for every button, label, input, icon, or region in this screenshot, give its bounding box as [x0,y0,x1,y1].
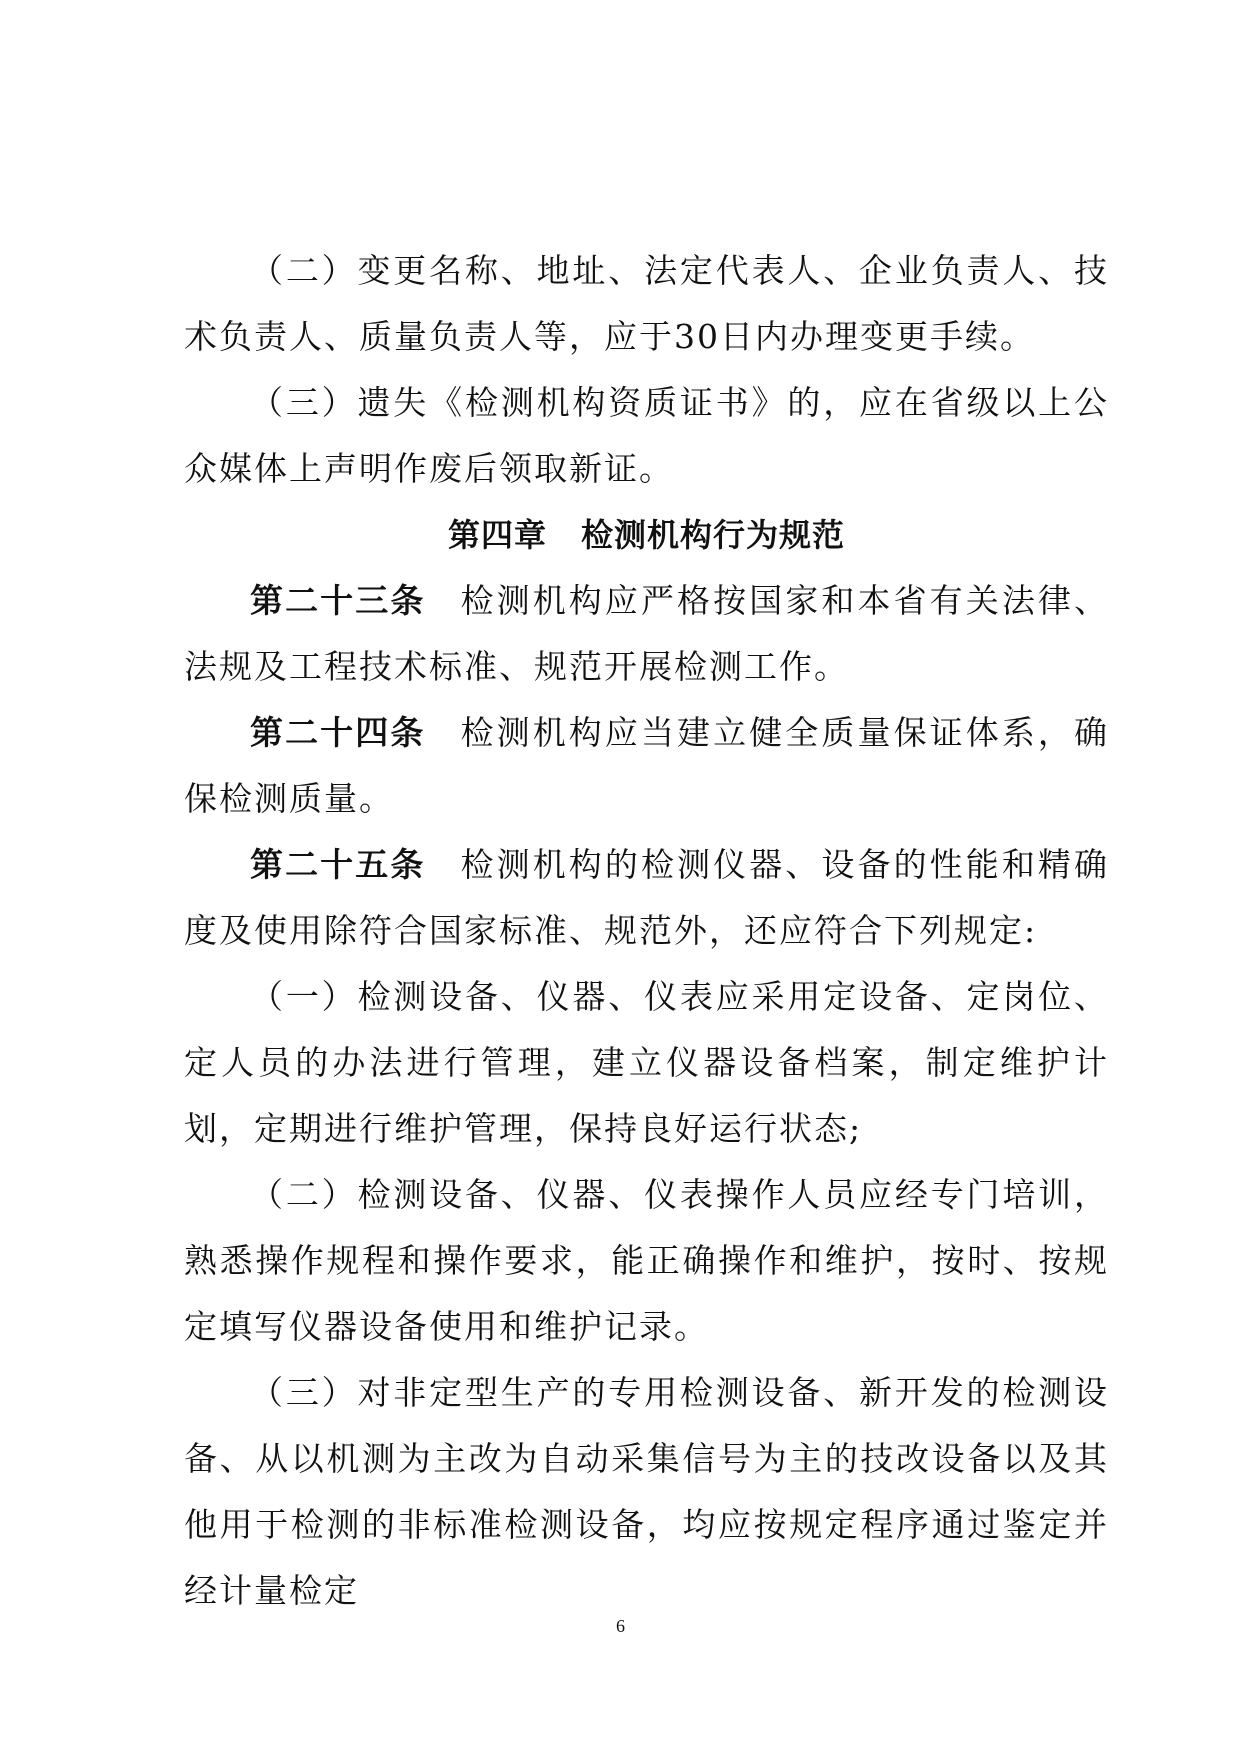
paragraph-item-operator-training: （二）检测设备、仪器、仪表操作人员应经专门培训，熟悉操作规程和操作要求，能正确操作和维护，按时、按规定填写仪器设备使用和维护记录。 [184,1175,1109,1346]
article-text: 检测机构应严格按国家和本省有关法律、法规及工程技术标准、规范开展检测工作。 [184,581,1110,686]
article-label: 第二十四条 [250,713,426,752]
article-label: 第二十五条 [250,845,426,884]
paragraph-item-equipment-management: （一）检测设备、仪器、仪表应采用定设备、定岗位、定人员的办法进行管理，建立仪器设备档案，制定维护计划，定期进行维护管理，保持良好运行状态; [184,977,1109,1148]
article-label: 第二十三条 [250,581,426,620]
paragraph-item-lost-certificate: （三）遗失《检测机构资质证书》的，应在省级以上公众媒体上声明作废后领取新证。 [184,383,1109,488]
article-25 [184,832,1109,964]
chapter-title: 检测机构行为规范 [581,516,846,554]
chapter-heading [184,502,1109,568]
document-body [184,238,1109,1624]
article-text: 检测机构的检测仪器、设备的性能和精确度及使用除符合国家标准、规范外，还应符合下列规定: [184,845,1110,950]
chapter-number: 第四章 [447,516,547,554]
article-text: 检测机构应当建立健全质量保证体系，确保检测质量。 [184,713,1110,818]
paragraph-item-nonstandard-equipment: （三）对非定型生产的专用检测设备、新开发的检测设备、从以机测为主改为自动采集信号为主的技改设备以及其他用于检测的非标准检测设备，均应按规定程序通过鉴定并经计量检定 [184,1373,1109,1610]
page-number: 6 [616,1616,625,1636]
article-24 [184,700,1109,832]
article-23 [184,568,1109,700]
paragraph-item-change-registration: （二）变更名称、地址、法定代表人、企业负责人、技术负责人、质量负责人等，应于30日内办理变更手续。 [184,251,1109,356]
